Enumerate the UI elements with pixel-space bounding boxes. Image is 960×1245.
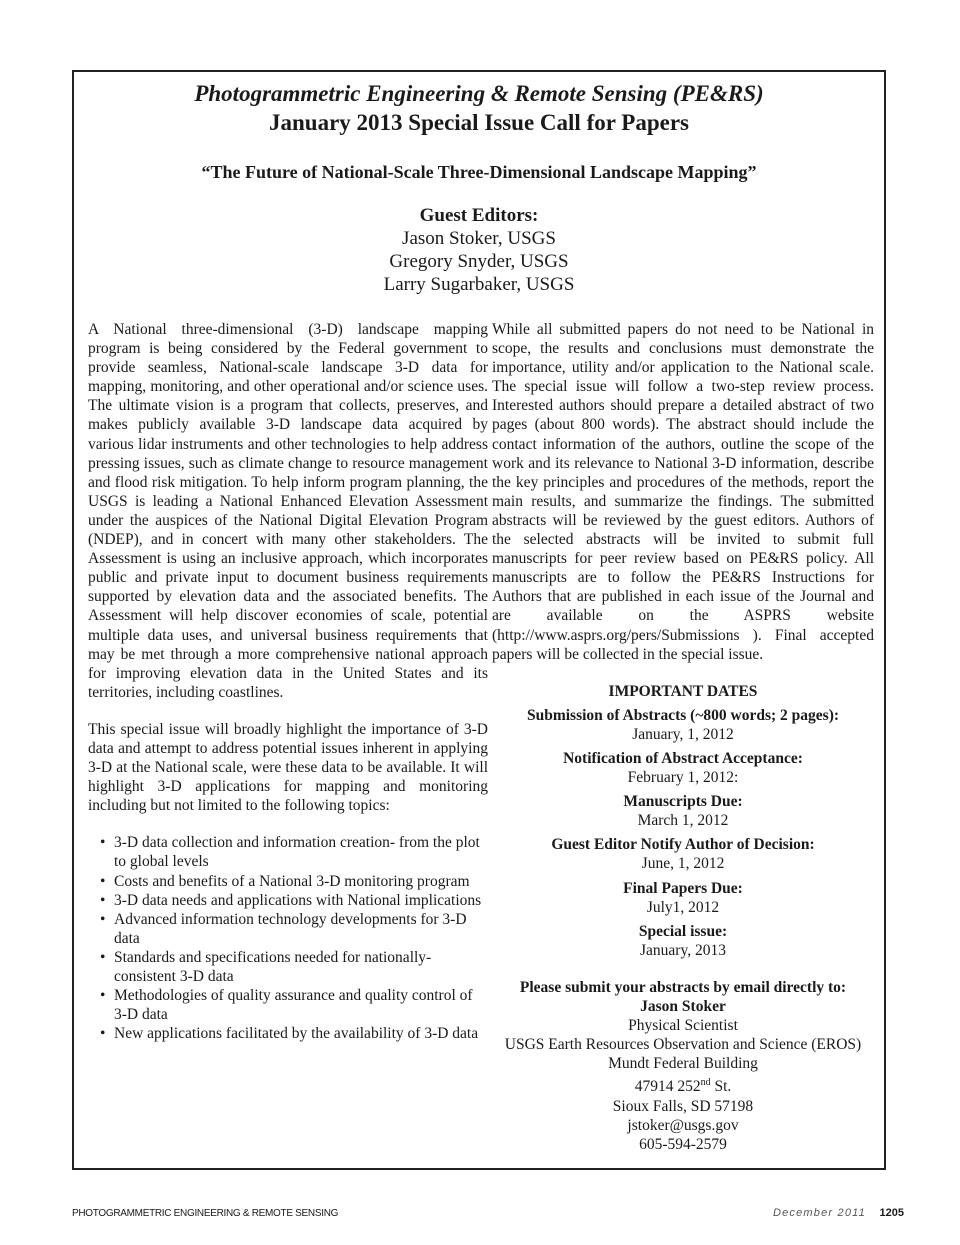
call-for-papers-box	[72, 70, 886, 1170]
bullet-icon: •	[100, 891, 106, 909]
bullet-icon: •	[100, 987, 106, 1005]
bullet-icon: •	[100, 910, 106, 928]
list-item: • 3-D data needs and applications with National implications	[100, 891, 482, 909]
contact-heading: Please submit your abstracts by email directly to:	[519, 978, 847, 996]
footer-journal-name: PHOTOGRAMMETRIC ENGINEERING & REMOTE SENSING	[72, 1208, 339, 1219]
intro-paragraph: A National three-dimensional (3-D) landscape mapping program is being considered by the Federal government to provide seamless, National-scale landscape 3-D data for mapping, monitoring, and other operational and/or science uses. The ultimate vision is a program that collects, preserves, and makes publicly available 3-D landscape data acquired by various lidar instruments and other technologies to help address pressing issues, such as climate change to resource management and flood risk mitigation. To help inform program planning, the USGS is leading a National Enhanced Elevation Assessment under the auspices of the National Digital Elevation Program (NDEP), and in concert with many other stakeholders. The Assessment is using an inclusive approach, which incorporates public and private input to document business requirements supported by elevation data and the associated benefits. The Assessment will help discover economies of scale, potential multiple data uses, and universal business requirements that may be met through a more comprehensive national approach for improving elevation data in the United States and its territories, including coastlines.	[88, 321, 488, 701]
contact-city: Sioux Falls, SD 57198	[612, 1097, 754, 1115]
guest-editors	[74, 204, 884, 296]
page-footer	[72, 1206, 904, 1222]
page-number: 1205	[879, 1207, 904, 1219]
guest-editors-heading: Guest Editors:	[419, 205, 539, 226]
header	[74, 80, 884, 296]
contact-organization: USGS Earth Resources Observation and Science (EROS)	[504, 1036, 862, 1054]
important-dates-heading: IMPORTANT DATES	[608, 682, 758, 700]
contact-block	[492, 978, 874, 1154]
editor-name: Larry Sugarbaker, USGS	[383, 274, 575, 295]
right-column	[492, 320, 874, 1154]
contact-phone: 605-594-2579	[639, 1135, 727, 1153]
bullet-icon: •	[100, 872, 106, 890]
contact-email[interactable]: jstoker@usgs.gov	[627, 1116, 739, 1134]
bullet-icon: •	[100, 834, 106, 852]
footer-date: December 2011	[772, 1207, 866, 1219]
bullet-icon: •	[100, 1025, 106, 1043]
list-item: • Advanced information technology developments for 3-D data	[100, 910, 467, 947]
list-item: • Costs and benefits of a National 3-D monitoring program	[100, 872, 470, 890]
date-item: Special issue: January, 2013	[638, 922, 728, 959]
date-item: Guest Editor Notify Author of Decision: June, 1, 2012	[551, 836, 815, 873]
contact-building: Mundt Federal Building	[608, 1055, 758, 1073]
bullet-icon: •	[100, 948, 106, 966]
review-process-paragraph: While all submitted papers do not need to be National in scope, the results and conclusions must demonstrate the importance, utility and/or application to the National scale. The special issue will follow a two-step review process. Interested authors should prepare a detailed abstract of two pages (about 800 words). The abstract should include the contact information of the authors, outline the scope of the work and its relevance to National 3-D information, describe the key principles and procedures of the methods, report the main results, and summarize the findings. The submitted abstracts will be reviewed by the guest editors. Authors of the selected abstracts will be invited to submit full manuscripts for peer review based on PE&RS policy. All manuscripts are to follow the PE&RS Instructions for Authors that are published in each issue of the Journal and are available on the ASPRS website (http://www.asprs.org/pers/Submissions ). Final accepted papers will be collected in the special issue.	[492, 321, 874, 663]
left-column	[88, 320, 488, 1043]
important-dates	[492, 682, 874, 960]
issue-title: January 2013 Special Issue Call for Papers	[269, 110, 689, 135]
editor-name: Jason Stoker, USGS	[402, 228, 556, 249]
list-item: • Standards and specifications needed for nationally-consistent 3-D data	[100, 948, 432, 985]
contact-title: Physical Scientist	[628, 1017, 738, 1035]
contact-street: 47914 252nd St.	[634, 1077, 732, 1096]
date-item: Notification of Abstract Acceptance: February 1, 2012:	[563, 749, 803, 787]
contact-name: Jason Stoker	[640, 998, 726, 1015]
topics-list	[88, 833, 488, 1043]
date-item: Manuscripts Due: March 1, 2012	[623, 793, 743, 830]
list-item: • New applications facilitated by the availability of 3-D data	[100, 1025, 479, 1043]
date-item: Final Papers Due: July1, 2012	[623, 879, 743, 916]
editor-name: Gregory Snyder, USGS	[389, 251, 569, 272]
scope-paragraph: This special issue will broadly highlight the importance of 3-D data and attempt to address potential issues inherent in applying 3-D at the National scale, were these data to be available. It will highlight 3-D applications for mapping and monitoring including but not limited to the following topics:	[88, 720, 488, 815]
journal-title: Photogrammetric Engineering & Remote Sensing (PE&RS)	[194, 81, 764, 106]
date-item: Submission of Abstracts (~800 words; 2 pages): January, 1, 2012	[526, 706, 840, 743]
list-item: • 3-D data collection and information creation- from the plot to global levels	[100, 834, 480, 871]
list-item: • Methodologies of quality assurance and quality control of 3-D data	[100, 987, 473, 1024]
theme-title: “The Future of National-Scale Three-Dimensional Landscape Mapping”	[201, 162, 757, 182]
